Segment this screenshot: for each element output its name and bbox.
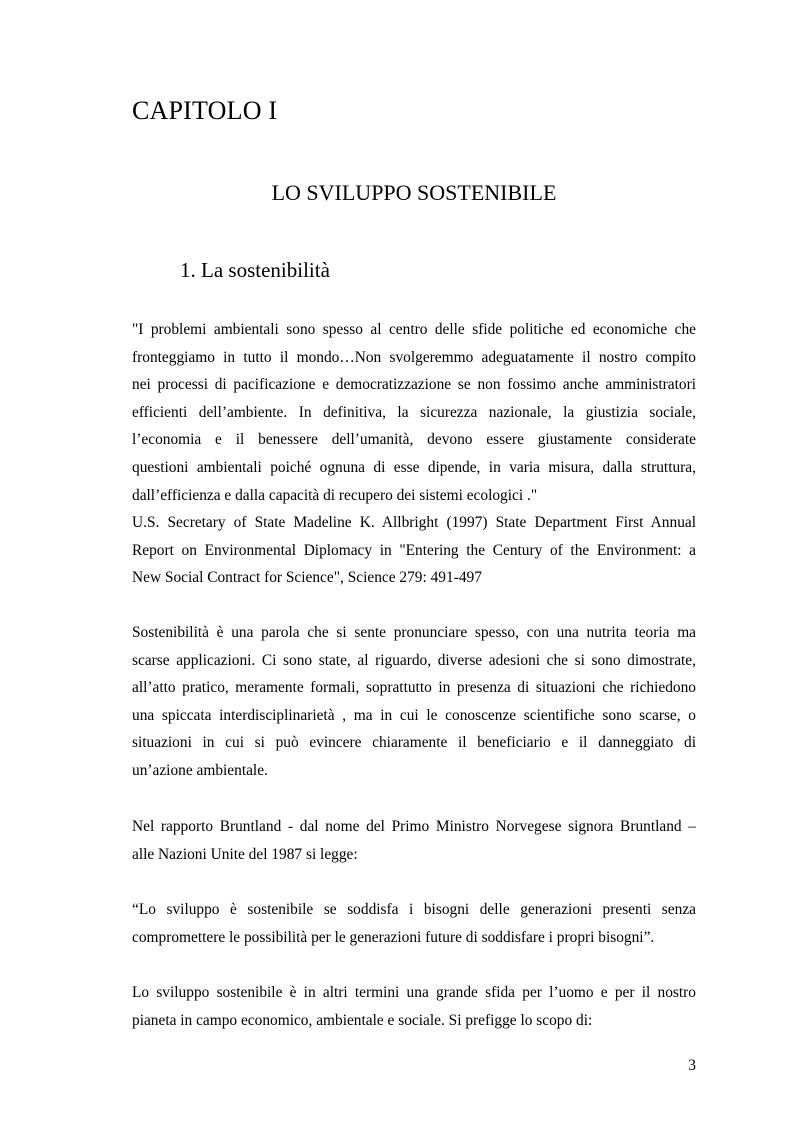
text-line: situazioni in cui si può evincere chiaramente il beneficiario e il danneggiato di: [132, 734, 696, 752]
body-paragraph: [132, 619, 696, 785]
text-line: “Lo sviluppo è sostenibile se soddisfa i bisogni delle generazioni presenti senza: [132, 901, 696, 918]
text-line: dall’efficienza e dalla capacità di recupero dei sistemi ecologici .": [132, 486, 538, 504]
chapter-heading: CAPITOLO I: [132, 96, 278, 125]
text-line: all’atto pratico, meramente formali, soprattutto in presenza di situazioni che richiedono: [132, 679, 696, 697]
chapter-title: LO SVILUPPO SOSTENIBILE: [271, 180, 557, 205]
text-line: scarse applicazioni. Ci sono state, al riguardo, diverse adesioni che si sono dimostrate,: [132, 651, 696, 669]
text-line: New Social Contract for Science", Science 279: 491-497: [132, 569, 482, 587]
text-line: pianeta in campo economico, ambientale e sociale. Si prefigge lo scopo di:: [132, 1011, 593, 1029]
text-line: "I problemi ambientali sono spesso al centro delle sfide politiche ed economiche che: [132, 321, 696, 338]
text-line: efficienti dell’ambiente. In definitiva, la sicurezza nazionale, la giustizia sociale,: [132, 403, 696, 421]
quote-paragraph: [132, 316, 696, 509]
body-paragraph: [132, 813, 696, 868]
text-line: Nel rapporto Bruntland - dal nome del Primo Ministro Norvegese signora Bruntland –: [132, 818, 696, 835]
section-heading: 1. La sostenibilità: [180, 258, 330, 282]
text-line: una spiccata interdisciplinarietà , ma in cui le conoscenze scientifiche sono scarse, o: [132, 706, 696, 724]
text-line: fronteggiamo in tutto il mondo…Non svolgeremmo adeguatamente il nostro compito: [132, 348, 696, 366]
text-line: un’azione ambientale.: [132, 761, 268, 779]
text-line: Report on Environmental Diplomacy in "Entering the Century of the Environment: a: [132, 541, 696, 559]
definition-quote: [132, 896, 696, 951]
text-line: questioni ambientali poiché ognuna di esse dipende, in varia misura, dalla struttura,: [132, 458, 696, 476]
text-line: Sostenibilità è una parola che si sente pronunciare spesso, con una nutrita teoria ma: [132, 624, 696, 641]
text-line: compromettere le possibilità per le generazioni future di soddisfare i propri bisogni”.: [132, 928, 655, 946]
text-line: l’economia e il benessere dell’umanità, devono essere giustamente considerate: [132, 431, 696, 449]
text-line: alle Nazioni Unite del 1987 si legge:: [132, 845, 358, 863]
page-number: 3: [688, 1057, 696, 1074]
text-line: nei processi di pacificazione e democratizzazione se non fossimo anche amministratori: [132, 376, 696, 394]
text-line: Lo sviluppo sostenibile è in altri termini una grande sfida per l’uomo e per il nostro: [132, 984, 696, 1001]
citation-paragraph: [132, 509, 696, 592]
text-line: U.S. Secretary of State Madeline K. Allbright (1997) State Department First Annual: [132, 514, 696, 531]
body-paragraph: [132, 979, 696, 1034]
